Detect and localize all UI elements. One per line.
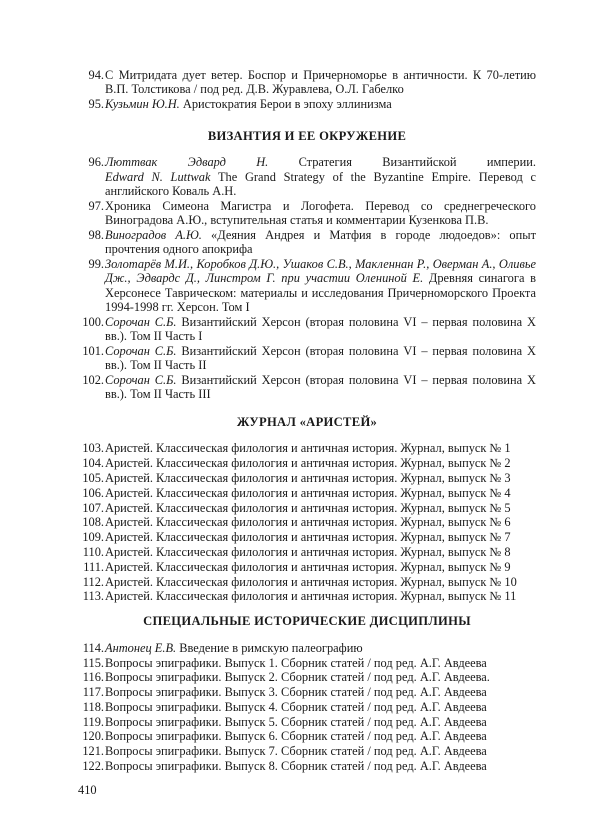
list-item xyxy=(78,373,536,402)
section-heading-special-disciplines: СПЕЦИАЛЬНЫЕ ИСТОРИЧЕСКИЕ ДИСЦИПЛИНЫ xyxy=(143,613,471,628)
entry-number: 95. xyxy=(88,97,104,112)
entry-number: 104. xyxy=(82,456,104,471)
list-item xyxy=(78,589,536,603)
entry-title: Византийский Херсон (вторая половина VI – первая половина X вв.). Том II Часть II xyxy=(105,343,536,373)
list-item xyxy=(78,744,536,758)
list-item xyxy=(78,715,536,729)
list-item xyxy=(78,486,536,500)
entry-title: «Деяния Андрея и Матфия в городе людоедов»: опыт прочтения одного апокрифа xyxy=(105,227,537,257)
entry-text xyxy=(105,68,536,97)
entry-author: Люттвак Эдвард Н. xyxy=(105,155,269,170)
entry-text: Вопросы эпиграфики. Выпуск 2. Сборник статей / под ред. А.Г. Авдеева. xyxy=(105,670,490,685)
list-item xyxy=(78,685,536,699)
list-item xyxy=(78,68,536,97)
entry-text: Аристей. Классическая филология и античная история. Журнал, выпуск № 2 xyxy=(105,456,511,471)
entry-title: Стратегия Византийской империи. xyxy=(268,155,536,170)
entry-number: 105. xyxy=(82,471,104,486)
entry-title: Хроника Симеона Магистра и Логофета. Перевод со среднегреческого Виноградова А.Ю., вступительная статья и комментарии Кузенкова П.В. xyxy=(105,198,536,228)
entry-text: Вопросы эпиграфики. Выпуск 1. Сборник статей / под ред. А.Г. Авдеева xyxy=(105,655,487,670)
list-item xyxy=(78,515,536,529)
list-item xyxy=(78,575,536,589)
list-item xyxy=(78,97,536,111)
entry-number: 121. xyxy=(82,744,104,759)
entry-title: С Митридата дует ветер. Боспор и Причерноморье в античности. К 70-летию В.П. Толстикова / под ред. Д.В. Журавлева, О.Л. Габелко xyxy=(105,68,536,97)
entry-number: 99. xyxy=(88,256,104,271)
list-item xyxy=(78,257,536,314)
list-item xyxy=(78,456,536,470)
entry-text: Аристей. Классическая филология и античная история. Журнал, выпуск № 5 xyxy=(105,500,511,515)
entry-title-alt: The Grand Strategy of the Byzantine Empire. Перевод с английского Коваль А.Н. xyxy=(105,169,536,198)
page-number: 410 xyxy=(78,783,97,797)
entry-text: Аристей. Классическая филология и античная история. Журнал, выпуск № 6 xyxy=(105,515,511,530)
entry-text: Аристей. Классическая филология и античная история. Журнал, выпуск № 4 xyxy=(105,485,511,500)
entry-text xyxy=(105,257,536,314)
entry-text: Аристей. Классическая филология и античная история. Журнал, выпуск № 9 xyxy=(105,559,511,574)
entry-text: Аристей. Классическая филология и античная история. Журнал, выпуск № 10 xyxy=(105,574,517,589)
entry-text: Вопросы эпиграфики. Выпуск 5. Сборник статей / под ред. А.Г. Авдеева xyxy=(105,714,487,729)
list-item xyxy=(78,315,536,344)
entry-number: 100. xyxy=(82,314,104,329)
entry-text xyxy=(105,344,536,373)
entry-title: Древняя синагога в Херсонесе Таврическом: материалы и исследования Причерноморского Проекта 1994-1998 гг. Херсон. Том I xyxy=(105,271,537,314)
list-item xyxy=(78,471,536,485)
entry-number: 106. xyxy=(82,485,104,500)
list-item xyxy=(78,344,536,373)
entry-text: Аристей. Классическая филология и античная история. Журнал, выпуск № 3 xyxy=(105,471,511,486)
entry-text: Аристей. Классическая филология и античная история. Журнал, выпуск № 7 xyxy=(105,530,511,545)
entry-number: 114. xyxy=(82,640,104,655)
entry-text xyxy=(105,373,536,402)
entry-text: Вопросы эпиграфики. Выпуск 6. Сборник статей / под ред. А.Г. Авдеева xyxy=(105,729,487,744)
entry-number: 109. xyxy=(82,530,104,545)
list-item xyxy=(78,729,536,743)
entry-author: Сорочан С.Б. xyxy=(105,314,177,329)
entry-author: Виноградов А.Ю. xyxy=(105,227,202,242)
entry-number: 115. xyxy=(82,655,104,670)
list-item xyxy=(78,441,536,455)
entry-title: Аристократия Берои в эпоху эллинизма xyxy=(179,97,392,112)
entry-text: Вопросы эпиграфики. Выпуск 4. Сборник статей / под ред. А.Г. Авдеева xyxy=(105,699,487,714)
entry-author: Кузьмин Ю.Н. xyxy=(105,97,180,112)
entry-text: Вопросы эпиграфики. Выпуск 8. Сборник статей / под ред. А.Г. Авдеева xyxy=(105,759,487,774)
entry-number: 110. xyxy=(82,545,104,560)
entry-number: 117. xyxy=(82,685,104,700)
entry-number: 111. xyxy=(83,559,104,574)
entry-number: 113. xyxy=(82,589,104,604)
entry-number: 108. xyxy=(82,515,104,530)
entry-title: Византийский Херсон (вторая половина VI – первая половина X вв.). Том II Часть I xyxy=(105,314,536,343)
entry-number: 102. xyxy=(82,372,104,387)
list-item xyxy=(78,199,536,228)
entry-text: Аристей. Классическая филология и античная история. Журнал, выпуск № 1 xyxy=(105,441,511,456)
entry-text xyxy=(105,97,536,111)
list-item xyxy=(78,670,536,684)
entry-author: Золотарёв М.И., Коробков Д.Ю., Ушаков С.В., Макленнан Р., Оверман А., Оливье Дж., Эдвардс Д., Линстром Г. при участии Олениной Е. xyxy=(105,256,536,286)
list-item xyxy=(78,656,536,670)
entry-text xyxy=(105,199,536,228)
entry-number: 118. xyxy=(82,699,104,714)
entry-author: Сорочан С.Б. xyxy=(105,372,177,387)
entry-text xyxy=(105,641,536,655)
entry-text xyxy=(105,155,536,169)
entry-number: 96. xyxy=(88,155,104,170)
section-heading-byzantium: ВИЗАНТИЯ И ЕЕ ОКРУЖЕНИЕ xyxy=(207,129,407,144)
list-item xyxy=(78,560,536,574)
entry-number: 122. xyxy=(82,759,104,774)
entry-number: 97. xyxy=(88,198,104,213)
entry-text: Вопросы эпиграфики. Выпуск 3. Сборник статей / под ред. А.Г. Авдеева xyxy=(105,685,487,700)
list-item xyxy=(78,700,536,714)
list-item xyxy=(78,759,536,773)
entry-number: 94. xyxy=(88,68,104,82)
entry-number: 112. xyxy=(82,574,104,589)
entry-text: Вопросы эпиграфики. Выпуск 7. Сборник статей / под ред. А.Г. Авдеева xyxy=(105,744,487,759)
entry-text-continued xyxy=(105,170,536,199)
entry-number: 107. xyxy=(82,500,104,515)
list-item xyxy=(78,641,536,655)
entry-text: Аристей. Классическая филология и античная история. Журнал, выпуск № 11 xyxy=(105,589,517,604)
list-item xyxy=(78,530,536,544)
entry-number: 120. xyxy=(82,729,104,744)
list-item xyxy=(78,155,536,198)
section-heading-aristey: ЖУРНАЛ «АРИСТЕЙ» xyxy=(236,415,378,430)
list-item xyxy=(78,545,536,559)
entry-author-alt: Edward N. Luttwak xyxy=(105,169,211,184)
entry-text xyxy=(105,315,536,344)
entry-text xyxy=(105,228,536,257)
entry-author: Антонец Е.В. xyxy=(105,640,177,655)
entry-number: 101. xyxy=(82,343,104,358)
entry-author: Сорочан С.Б. xyxy=(105,343,177,358)
entry-title: Введение в римскую палеографию xyxy=(176,640,363,655)
page-content xyxy=(78,68,536,774)
entry-number: 119. xyxy=(82,714,104,729)
entry-title: Византийский Херсон (вторая половина VI – первая половина X вв.). Том II Часть III xyxy=(105,372,536,402)
entry-text: Аристей. Классическая филология и античная история. Журнал, выпуск № 8 xyxy=(105,545,511,560)
list-item xyxy=(78,501,536,515)
entry-number: 116. xyxy=(82,670,104,685)
entry-number: 103. xyxy=(82,441,104,456)
list-item xyxy=(78,228,536,257)
entry-number: 98. xyxy=(88,227,104,242)
